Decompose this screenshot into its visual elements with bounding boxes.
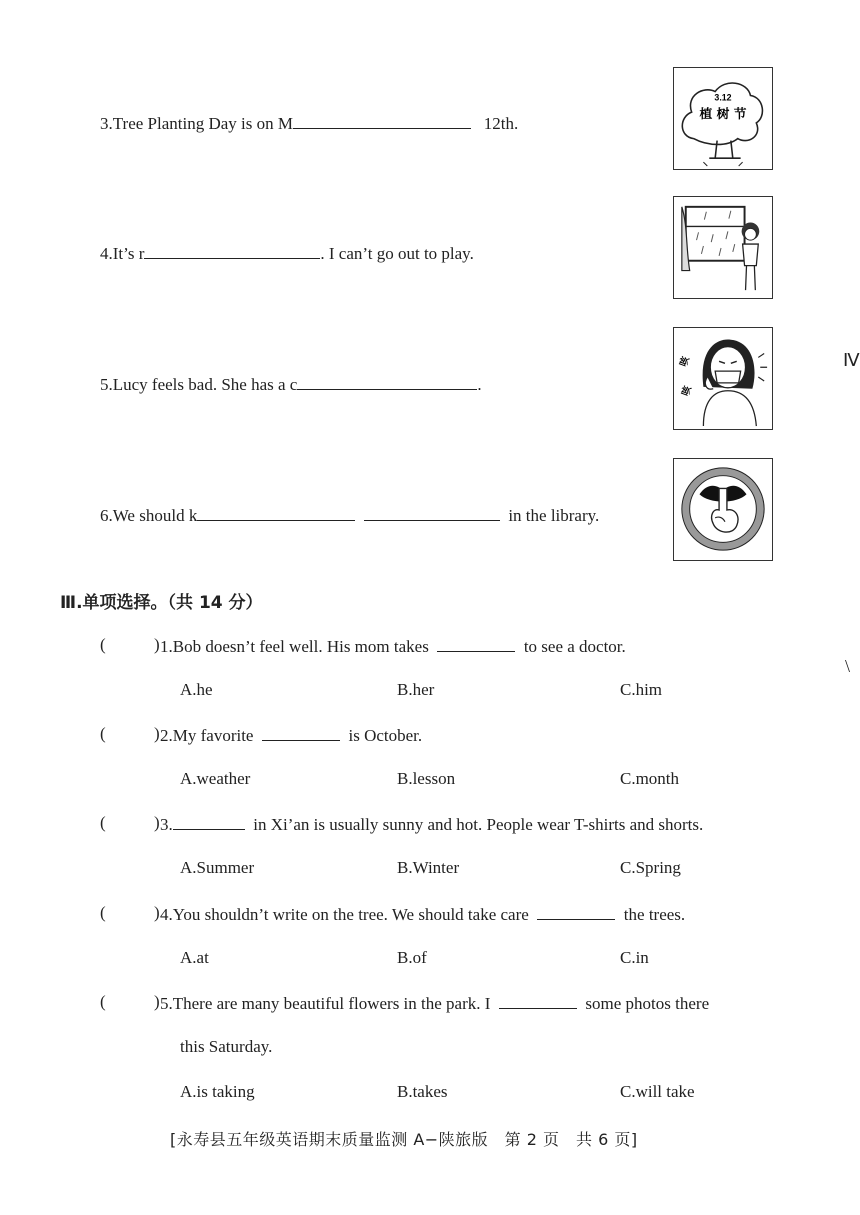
coughing-girl-drawing [674,328,772,429]
fill-in-text: 12th. [483,114,519,133]
tree-sign-date: 3.12 [714,92,732,103]
answer-paren-open: ( [100,724,106,743]
question-stem [160,992,709,1014]
fill-in-text: 5.Lucy feels bad. She has a c [100,375,298,394]
fill-in-item [100,242,474,264]
fill-in-text: in the library. [508,506,600,525]
question-text: 5.There are many beautiful flowers in the park. I [160,994,491,1013]
question-stem [160,724,422,746]
answer-blank[interactable] [437,635,515,652]
margin-roman-v: \ [845,656,851,676]
option-a[interactable]: A.weather [180,769,251,788]
fill-in-item [100,112,518,134]
answer-paren-open: ( [100,903,106,922]
question-text: 4.You shouldn’t write on the tree. We should take care [160,905,529,924]
option-c[interactable]: C.in [620,948,649,967]
option-c[interactable]: C.will take [620,1082,695,1101]
question-stem [160,813,703,835]
page-footer: [永寿县五年级英语期末质量监测 A−陕旅版 第 2 页 共 6 页] [170,1130,638,1149]
quiet-sign-drawing [674,459,772,560]
answer-paren-close: ) [154,903,160,922]
answer-blank[interactable] [144,242,320,259]
answer-blank[interactable] [297,373,477,390]
answer-paren-open: ( [100,635,106,654]
answer-blank[interactable] [364,504,500,521]
answer-paren-close: ) [154,724,160,743]
rainy-window-picture [673,196,773,299]
answer-paren-close: ) [154,813,160,832]
option-b[interactable]: B.takes [397,1082,448,1101]
answer-blank[interactable] [173,813,245,830]
question-stem [160,635,626,657]
question-text: the trees. [623,905,686,924]
question-text: 1.Bob doesn’t feel well. His mom takes [160,637,429,656]
fill-in-text: . [477,375,482,394]
fill-in-text: . I can’t go out to play. [320,244,474,263]
option-a[interactable]: A.at [180,948,209,967]
fill-in-item [100,504,599,526]
option-b[interactable]: B.of [397,948,427,967]
answer-paren-open: ( [100,813,106,832]
fill-in-text: 6.We should k [100,506,198,525]
answer-blank[interactable] [262,724,340,741]
option-b[interactable]: B.her [397,680,435,699]
answer-blank[interactable] [197,504,355,521]
question-text: to see a doctor. [523,637,626,656]
option-b[interactable]: B.Winter [397,858,460,877]
answer-paren-close: ) [154,635,160,654]
sick-girl-picture [673,327,773,430]
section-title: Ⅲ.单项选择。（共 14 分） [60,593,263,613]
question-text: some photos there [585,994,710,1013]
fill-in-text: 4.It’s r [100,244,145,263]
answer-blank[interactable] [537,903,615,920]
margin-roman-iv: Ⅳ [843,350,860,370]
question-text: 2.My favorite [160,726,254,745]
svg-text:咳: 咳 [678,355,692,369]
tree-sign-drawing [674,68,772,169]
tree-planting-picture [673,67,773,170]
option-c[interactable]: C.Spring [620,858,681,877]
answer-paren-close: ) [154,992,160,1011]
answer-paren-open: ( [100,992,106,1011]
option-c[interactable]: C.month [620,769,680,788]
svg-text:咳: 咳 [680,384,694,398]
fill-in-item [100,373,482,395]
question-text: 3. [160,815,173,834]
option-a[interactable]: A.he [180,680,213,699]
answer-box[interactable] [110,635,150,655]
option-c[interactable]: C.him [620,680,663,699]
question-text: is October. [348,726,423,745]
tree-sign-text: 植 树 节 [699,107,747,123]
option-a[interactable]: A.is taking [180,1082,255,1101]
rainy-window-drawing [674,197,772,298]
option-a[interactable]: A.Summer [180,858,255,877]
keep-quiet-picture [673,458,773,561]
question-text: in Xi’an is usually sunny and hot. People wear T-shirts and shorts. [253,815,704,834]
option-b[interactable]: B.lesson [397,769,456,788]
fill-in-text: 3.Tree Planting Day is on M [100,114,293,133]
answer-blank[interactable] [499,992,577,1009]
question-stem [160,903,685,925]
answer-blank[interactable] [293,112,471,129]
question-continuation: this Saturday. [180,1037,273,1056]
